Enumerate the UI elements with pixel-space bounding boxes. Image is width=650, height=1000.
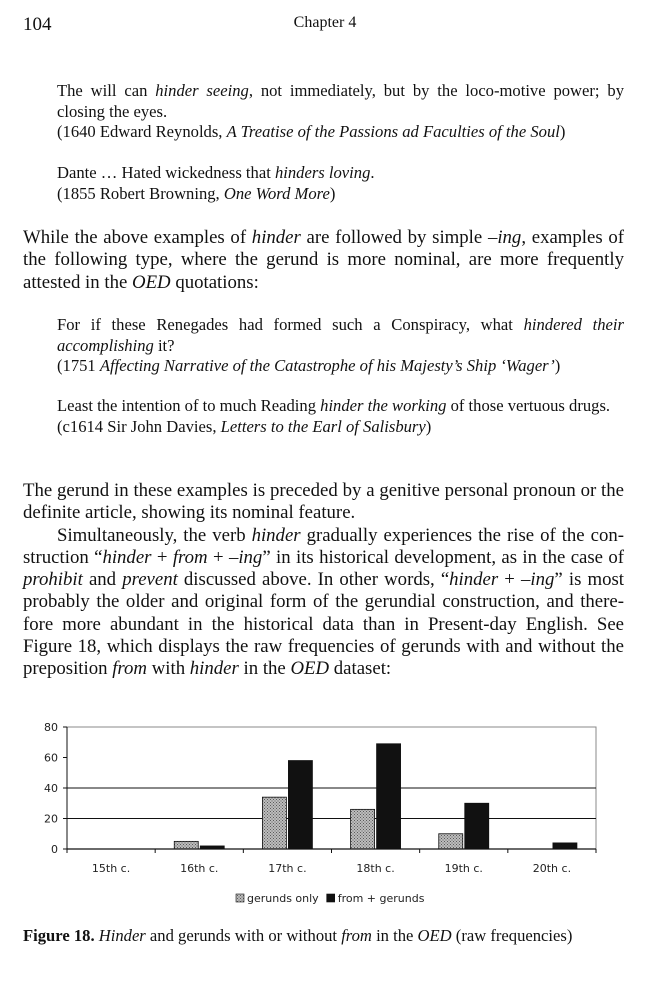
x-tick-label: 19th c. — [444, 862, 483, 875]
y-tick-label: 20 — [44, 812, 58, 826]
bar-from-gerunds-18thc — [377, 744, 401, 849]
quote-text: The will can hinder seeing, not immediately, but by the loco-motive power; by closing the eyes. — [57, 81, 624, 121]
x-tick-label: 15th c. — [91, 862, 131, 875]
legend-swatch — [327, 894, 335, 902]
quote-text: Least the intention of to much Reading hinder the working of those vertuous drugs. — [57, 396, 611, 415]
x-tick-label: 16th c. — [180, 862, 219, 875]
body-paragraph-1: While the above examples of hinder are followed by simple –ing, examples of the following type, where the gerund is more nominal, are more frequently attested in the OED quotations: — [23, 227, 625, 293]
quote-citation: (1855 Robert Browning, One Word More) — [57, 183, 336, 203]
quote-text: For if these Renegades had formed such a Conspiracy, what hindered their accomplishing it? — [57, 315, 624, 355]
bar-from-gerunds-20thc — [553, 843, 577, 849]
paragraph-text: The gerund in these examples is preceded by a genitive personal pronoun or the definite article, showing its nominal feature. — [23, 480, 624, 524]
bar-gerunds-only-18thc — [351, 809, 375, 849]
legend-swatch — [236, 894, 244, 902]
page-number: 104 — [23, 14, 52, 35]
quote-citation: (1751 Affecting Narrative of the Catastrophe of his Majesty’s Ship ‘Wager’) — [57, 356, 561, 375]
quote-citation: (c1614 Sir John Davies, Letters to the Earl of Salisbury) — [57, 416, 432, 436]
y-tick-label: 0 — [51, 843, 58, 856]
bar-from-gerunds-17thc — [288, 761, 312, 849]
legend-label: gerunds only — [247, 892, 319, 905]
bar-gerunds-only-16thc — [174, 841, 198, 849]
quote-wager — [57, 315, 624, 377]
quote-reynolds — [57, 81, 624, 143]
bar-from-gerunds-19thc — [465, 803, 489, 849]
paragraph-text: Simultaneously, the verb hinder gradually experiences the rise of the con-struction “hinder + from + –ing” in its historical development, as in the case of prohibit and prevent discussed above. In other words, “hinder + –ing” is most probably the older and original form of the gerundial construction, and there-fore more abundant in the historical data than in Present-day English. See Figure 18, which displays the raw frequencies of gerunds with and without the preposition from with hinder in the OED dataset: — [23, 524, 625, 680]
body-paragraph-2 — [23, 480, 624, 681]
quote-citation: (1640 Edward Reynolds, A Treatise of the Passions ad Faculties of the Soul) — [57, 122, 566, 141]
y-tick-label: 60 — [44, 751, 58, 765]
bar-chart — [0, 712, 650, 917]
y-tick-label: 80 — [44, 721, 58, 734]
quote-text: Dante … Hated wickedness that hinders loving. — [57, 163, 375, 182]
figure-caption: Figure 18. Hinder and gerunds with or without from in the OED (raw frequencies) — [23, 926, 573, 945]
figure-label: Figure 18. — [23, 926, 95, 945]
quote-browning — [57, 163, 624, 204]
quote-davies — [57, 396, 624, 437]
running-head: Chapter 4 — [293, 14, 357, 31]
figure-18-chart — [0, 712, 650, 917]
legend-label: from + gerunds — [337, 892, 425, 905]
x-tick-label: 18th c. — [356, 862, 395, 875]
x-tick-label: 17th c. — [268, 862, 307, 875]
bar-gerunds-only-19thc — [439, 834, 463, 849]
bar-gerunds-only-17thc — [262, 797, 286, 849]
y-tick-label: 40 — [44, 782, 58, 795]
x-tick-label: 20th c. — [532, 862, 572, 875]
